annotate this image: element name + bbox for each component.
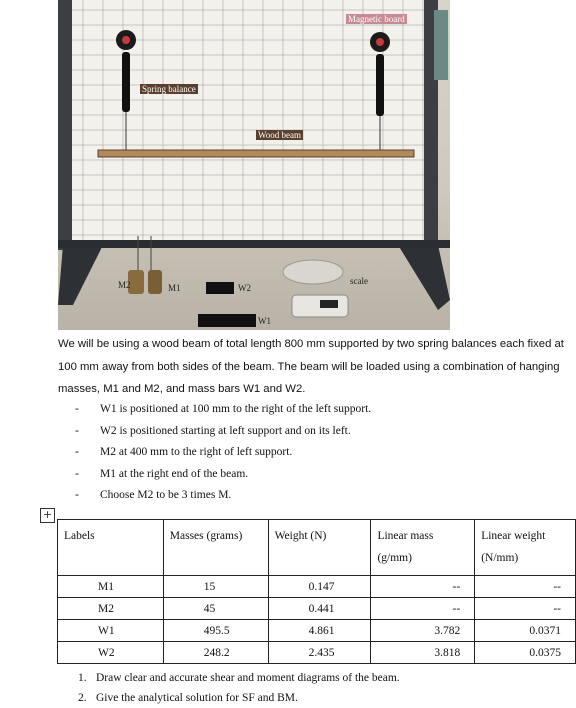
cell-linear-mass: 3.782: [371, 620, 475, 642]
list-item: [75, 399, 371, 421]
right-spring-balance: [376, 54, 384, 116]
bullet-dash: -: [75, 446, 79, 458]
header-labels: Labels: [58, 520, 164, 576]
left-spring-balance: [122, 52, 130, 112]
cell-linear-mass: 3.818: [371, 642, 475, 664]
setup-list: [75, 399, 371, 507]
w2-label: W2: [238, 283, 251, 293]
magnetic-board-label: Magnetic board: [348, 14, 405, 24]
questions-list: [78, 668, 400, 708]
table-row: [58, 598, 576, 620]
cell-linear-mass: --: [371, 598, 475, 620]
wood-beam: [98, 150, 414, 157]
question-item: [78, 668, 400, 688]
cell-label: M1: [58, 576, 164, 598]
question-text: Give the analytical solution for SF and BM.: [96, 692, 298, 704]
question-number: 1.: [78, 672, 87, 684]
bullet-dash: -: [75, 489, 79, 501]
apparatus-photo: [58, 0, 450, 330]
cell-linear-weight: --: [475, 598, 576, 620]
spring-balance-label: Spring balance: [142, 84, 196, 94]
left-leg: [58, 245, 103, 305]
header-linear-weight: Linear weight (N/mm): [475, 520, 576, 576]
table-row: [58, 642, 576, 664]
bullet-text: M1 at the right end of the beam.: [100, 467, 249, 480]
right-bracket: [434, 10, 448, 80]
apparatus-illustration: [58, 0, 450, 330]
bullet-dash: -: [75, 403, 79, 415]
cell-label: M2: [58, 598, 164, 620]
table-header-row: [58, 520, 576, 576]
scale-pan: [283, 260, 343, 284]
cell-label: W2: [58, 642, 164, 664]
cell-mass: 495.5: [163, 620, 268, 642]
intro-text: We will be using a wood beam of total length 800 mm supported by two spring balances each fixed at 100 mm away from both sides of the beam. The beam will be loaded using a combination of hanging masses, M1 and M2, and mass bars W1 and W2.: [58, 338, 564, 395]
cell-mass: 248.2: [163, 642, 268, 664]
bullet-text: W2 is positioned starting at left support and on its left.: [100, 424, 351, 437]
base-rail: [58, 240, 450, 248]
w1-bar: [198, 314, 256, 327]
wood-beam-label: Wood beam: [258, 130, 302, 140]
cell-weight: 2.435: [268, 642, 371, 664]
w1-label: W1: [258, 316, 271, 326]
bullet-dash: -: [75, 467, 79, 480]
list-item: [75, 421, 371, 443]
masses-table: [57, 519, 576, 664]
cell-mass: 15: [163, 576, 268, 598]
header-weight: Weight (N): [268, 520, 371, 576]
list-item: [75, 464, 371, 486]
cell-weight: 0.441: [268, 598, 371, 620]
header-masses: Masses (grams): [163, 520, 268, 576]
question-item: [78, 688, 400, 708]
cell-weight: 4.861: [268, 620, 371, 642]
list-item: [75, 442, 371, 464]
cell-mass: 45: [163, 598, 268, 620]
m2-label: M2: [118, 280, 131, 290]
bullet-text: W1 is positioned at 100 mm to the right of the left support.: [100, 403, 372, 415]
bullet-dash: -: [75, 424, 79, 437]
table-row: [58, 620, 576, 642]
scale-label: scale: [350, 276, 368, 286]
cell-linear-weight: 0.0375: [475, 642, 576, 664]
cell-linear-mass: --: [371, 576, 475, 598]
cell-weight: 0.147: [268, 576, 371, 598]
question-number: 2.: [78, 692, 87, 704]
w2-bar: [206, 282, 234, 294]
right-leg: [398, 245, 450, 310]
table-move-handle[interactable]: +: [40, 508, 55, 523]
cell-label: W1: [58, 620, 164, 642]
bullet-text: Choose M2 to be 3 times M.: [100, 489, 232, 501]
cell-linear-weight: --: [475, 576, 576, 598]
cell-linear-weight: 0.0371: [475, 620, 576, 642]
bullet-text: M2 at 400 mm to the right of left support.: [100, 446, 293, 458]
question-text: Draw clear and accurate shear and moment diagrams of the beam.: [96, 672, 400, 684]
table-row: [58, 576, 576, 598]
list-item: [75, 485, 371, 507]
m1-label: M1: [168, 283, 181, 293]
header-linear-mass: Linear mass (g/mm): [371, 520, 475, 576]
left-post: [58, 0, 72, 250]
intro-paragraph: [58, 333, 573, 401]
m1-mass: [148, 270, 162, 294]
